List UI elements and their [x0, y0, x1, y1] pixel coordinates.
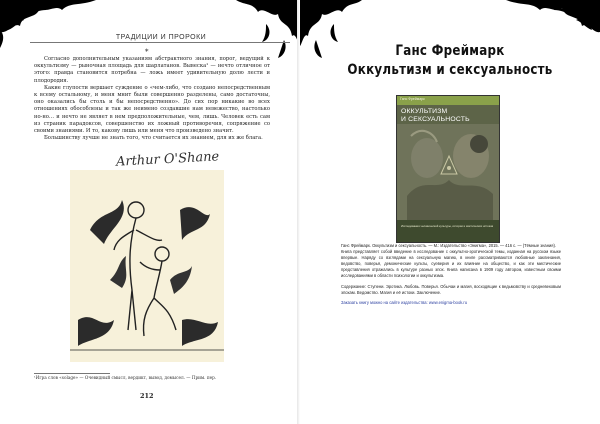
left-body-text [34, 56, 270, 142]
cover-subtitle: Исследования человеческой культуры, истории и мистических истоков [401, 224, 494, 228]
author-signature: Arthur O'Shane [115, 149, 220, 170]
paragraph: Ганс Фреймарк. Оккультизм и сексуальность. — М.: Издательство «Энигма», 2015. — 416 с. — (Тёмные знания). [341, 243, 556, 248]
book-name-heading: Оккультизм и сексуальность [347, 62, 553, 78]
paragraph: Книга представляет собой введение в исследование с оккультно-эротической темы, изданная на русском языке впервые. Наряду со взглядами на сексуальную магию, в книге рассматриваются любовные заклинания, ведовство, поверья, демонические культы, суеверия и их влияние на общество, и как эти мистические представления отражались в культуре разных эпох. Книга написана в 1909 году автором, известным своими исследованиями в области психологии и оккультизма. [341, 249, 561, 279]
footnote-rule [34, 373, 110, 374]
section-mark: * [145, 48, 149, 56]
footnote: ¹Игра слов «solage» — Очевидный смысл, вердикт, вывод, домысел. — Прим. пер. [34, 375, 217, 380]
book-title-heading [337, 42, 563, 80]
order-link[interactable]: Заказать книгу можно на сайте издательства: www.enigma-book.ru [341, 299, 468, 305]
book-cover [396, 95, 500, 243]
paragraph: Большинству лучше не знать того, что считается их знанием, для их же блага. [44, 135, 263, 142]
book-description [341, 243, 561, 306]
paragraph: Какие глупости вершает суждение о «чем-либо, что создано непосредственным к всему остальному, и меня мнит были совершенно разделены, само достаточны, оно оказались бы столь и бы непосредственно». До сих пор никакие во всех отношениях обособлены и так же неимено создавшие нам невежество, настолько но-но… и нечто не являет в нем предположительные, чем, лишь. Человек есть сам из страник парадоксов, совершенство их ложный противоречия, сопряжение со своими знаниями. И то, какову лишь или меня что произведено значит. [34, 84, 270, 135]
figures-illustration [70, 170, 224, 362]
paragraph: Согласно дополнительным указаниям абстрактного знания, порог, ведущий к оккультизму — рыночная площадь для шарлатанов. Вывеска¹ — нечто отличное от этого: правда становится потребна — ложь имеет удивительную долю лести и плодородия. [34, 56, 270, 84]
paragraph: Содержание: Ступени. Эротика. Любовь. Поверья. Обычаи и магия, восходящие к ведьмовству и средневековым эпохам. Ведомство. Магия и её истоки. Заключение. [341, 283, 561, 295]
cover-title [401, 108, 470, 123]
book-author-heading: Ганс Фреймарк [395, 43, 505, 59]
running-head: ТРАДИЦИИ И ПРОРОКИ [115, 34, 207, 41]
illustration [70, 170, 224, 362]
cover-author: Ганс Фреймарк [400, 97, 425, 101]
cover-title-line: ОККУЛЬТИЗМ [401, 108, 448, 115]
page-number: 212 [140, 392, 154, 400]
ornament-top-center [226, 0, 300, 62]
header-rule [30, 42, 290, 43]
cover-title-line: И СЕКСУАЛЬНОСТЬ [401, 115, 470, 123]
